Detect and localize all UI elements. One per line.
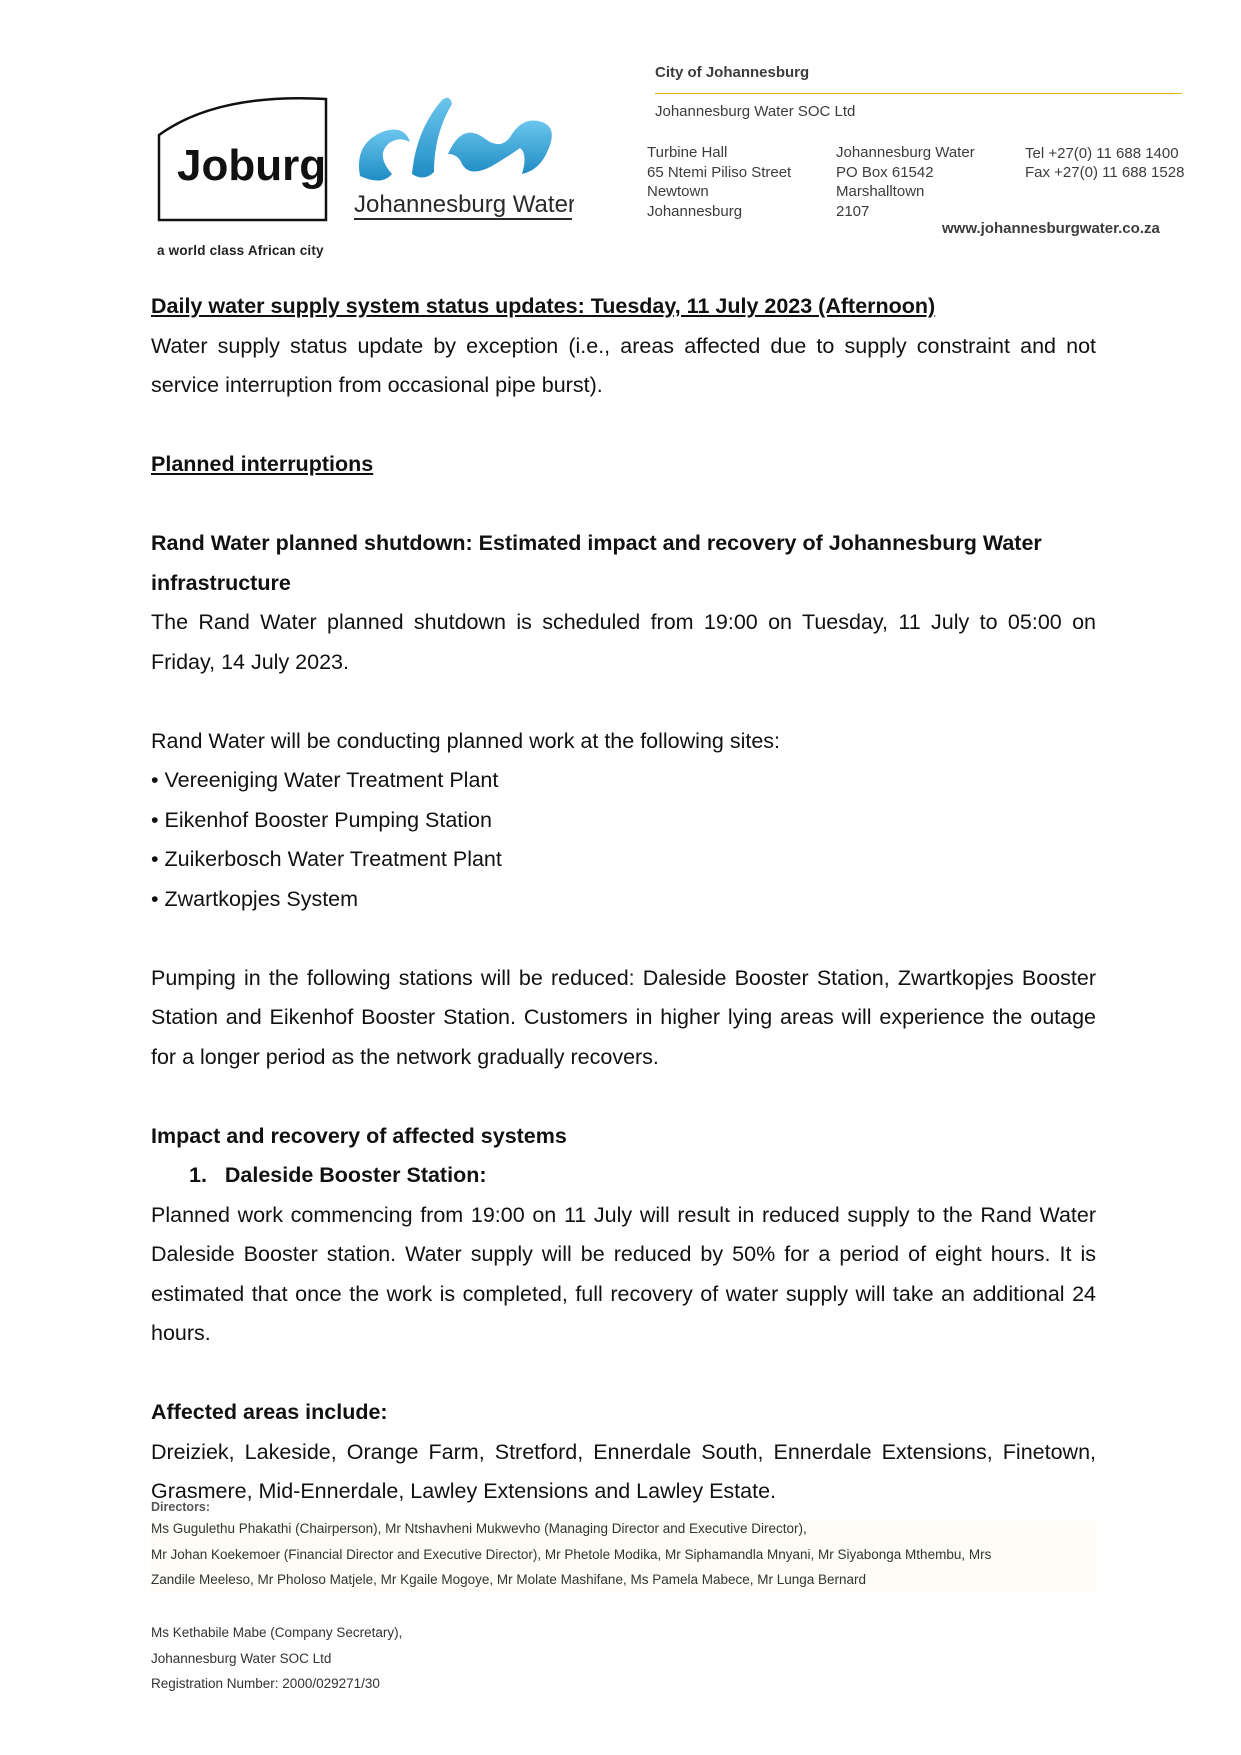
site-list-item: • Vereeniging Water Treatment Plant [151, 768, 499, 792]
site-list-item: • Eikenhof Booster Pumping Station [151, 807, 492, 832]
joburg-logo-wordmark: Joburg [177, 141, 327, 190]
registration-number: Registration Number: 2000/029271/30 [151, 1676, 380, 1691]
affected-areas-paragraph: Dreiziek, Lakeside, Orange Farm, Stretford, Ennerdale South, Ennerdale Extensions, Finetown, Grasmere, Mid-Ennerdale, Lawley Extensions and Lawley Estate. [151, 1439, 1096, 1503]
joburg-tagline: a world class African city [157, 243, 324, 258]
item-title: Daleside Booster Station: [224, 1163, 487, 1187]
item-number: 1. [189, 1163, 207, 1187]
directors-list [151, 1516, 991, 1593]
sites-intro: Rand Water will be conducting planned work at the following sites: [151, 728, 781, 753]
shutdown-paragraph: The Rand Water planned shutdown is scheduled from 19:00 on Tuesday, 11 July to 05:00 on Friday, 14 July 2023. [151, 610, 1096, 674]
city-name: City of Johannesburg [655, 64, 810, 81]
site-list-item: • Zuikerbosch Water Treatment Plant [151, 847, 502, 871]
affected-areas-heading: Affected areas include: [151, 1400, 388, 1424]
pumping-paragraph: Pumping in the following stations will be reduced: Daleside Booster Station, Zwartkopjes Booster Station and Eikenhof Booster Station. Customers in higher lying areas will experience the outage for a longer period as the network gradually recovers. [151, 965, 1096, 1069]
address-line: PO Box 61542 [836, 163, 934, 181]
directors-line: Zandile Meeleso, Mr Pholoso Matjele, Mr Kgaile Mogoye, Mr Molate Mashifane, Ms Pamela Mabece, Mr Lunga Bernard [151, 1572, 867, 1587]
fax-number: Fax +27(0) 11 688 1528 [1025, 164, 1185, 181]
company-details [151, 1620, 402, 1697]
address-line: Marshalltown [836, 183, 925, 200]
address-line: 2107 [836, 202, 870, 220]
directors-label: Directors: [151, 1500, 211, 1514]
website-link[interactable]: www.johannesburgwater.co.za [942, 220, 1160, 237]
daleside-paragraph: Planned work commencing from 19:00 on 11 July will result in reduced supply to the Rand Water Daleside Booster station. Water supply will be reduced by 50% for a period of eight hours. It is estimated that once the work is completed, full recovery of water supply will take an additional 24 hours. [151, 1202, 1096, 1345]
document-title: Daily water supply system status updates: Tuesday, 11 July 2023 (Afternoon) [151, 294, 936, 318]
directors-line: Mr Johan Koekemoer (Financial Director and Executive Director), Mr Phetole Modika, Mr Siphamandla Mnyani, Mr Siyabonga Mthembu, Mrs [151, 1546, 992, 1562]
letterhead-divider [655, 93, 1182, 94]
address-line: Johannesburg Water [836, 144, 975, 161]
contact-numbers [1025, 144, 1184, 182]
numbered-item-heading [151, 1156, 1096, 1196]
document-body [151, 287, 1096, 1512]
address-line: Turbine Hall [647, 144, 728, 161]
intro-paragraph: Water supply status update by exception (i.e., areas affected due to supply constraint and not service interruption from occasional pipe burst). [151, 333, 1096, 397]
planned-interruptions-heading: Planned interruptions [151, 452, 374, 476]
physical-address [647, 143, 791, 221]
company-secretary: Ms Kethabile Mabe (Company Secretary), [151, 1625, 403, 1640]
tel-number: Tel +27(0) 11 688 1400 [1025, 145, 1179, 162]
postal-address [836, 143, 975, 221]
shutdown-heading: Rand Water planned shutdown: Estimated impact and recovery of Johannesburg Water infrastructure [151, 531, 1042, 595]
johannesburg-water-wordmark: Johannesburg Water [354, 191, 574, 218]
johannesburg-water-logo [352, 94, 574, 224]
site-list-item: • Zwartkopjes System [151, 886, 359, 911]
address-line: Newtown [647, 183, 709, 200]
address-line: 65 Ntemi Piliso Street [647, 163, 792, 181]
address-line: Johannesburg [647, 202, 743, 220]
impact-heading: Impact and recovery of affected systems [151, 1123, 567, 1148]
footer-company-name: Johannesburg Water SOC Ltd [151, 1650, 332, 1666]
directors-line: Ms Gugulethu Phakathi (Chairperson), Mr Ntshavheni Mukwevho (Managing Director and Executive Director), [151, 1521, 807, 1536]
company-name: Johannesburg Water SOC Ltd [655, 103, 856, 120]
joburg-logo [157, 95, 328, 222]
